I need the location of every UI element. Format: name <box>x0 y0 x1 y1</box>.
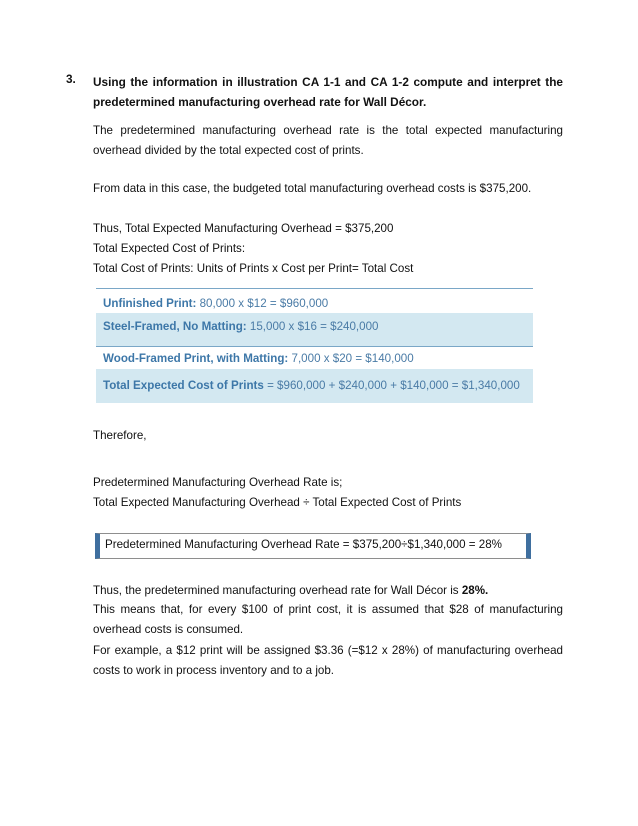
table-row <box>96 346 533 369</box>
conclusion-prefix: Thus, the predetermined manufacturing overhead rate for Wall Décor is <box>93 584 462 597</box>
rate-result-box <box>95 533 531 559</box>
question-number: 3. <box>66 72 76 86</box>
row-value: 15,000 x $16 = $240,000 <box>246 320 379 333</box>
definition-paragraph: The predetermined manufacturing overhead rate is the total expected manufacturing overhead divided by the total expected cost of prints. <box>93 124 563 157</box>
data-statement: From data in this case, the budgeted total manufacturing overhead costs is $375,200. <box>93 182 532 195</box>
thus-line-cost-heading: Total Expected Cost of Prints: <box>93 242 246 255</box>
row-label: Steel-Framed, No Matting: <box>103 320 247 333</box>
row-value: = $960,000 + $240,000 + $140,000 = $1,340,000 <box>263 379 520 392</box>
table-row <box>96 313 533 346</box>
question-text: Using the information in illustration CA 1-1 and CA 1-2 compute and interpret the predetermined manufacturing overhead rate for Wall Décor. <box>93 75 563 109</box>
row-value: 80,000 x $12 = $960,000 <box>196 297 329 310</box>
table-row <box>96 288 533 313</box>
row-value: 7,000 x $20 = $140,000 <box>288 352 414 365</box>
conclusion-rate: 28%. <box>461 584 489 597</box>
row-label: Total Expected Cost of Prints <box>103 379 264 392</box>
conclusion-text <box>93 583 488 599</box>
rate-is-text: Predetermined Manufacturing Overhead Rate is; <box>93 476 343 489</box>
therefore-text: Therefore, <box>93 429 147 442</box>
example-paragraph: For example, a $12 print will be assigned $3.36 (=$12 x 28%) of manufacturing overhead costs to work in process inventory and to a job. <box>93 644 563 677</box>
cost-of-prints-table <box>96 288 533 403</box>
thus-line-formula: Total Cost of Prints: Units of Prints x Cost per Print= Total Cost <box>93 262 414 275</box>
rate-result-text: Predetermined Manufacturing Overhead Rate = $375,200÷$1,340,000 = 28% <box>105 538 502 551</box>
table-row <box>96 369 533 403</box>
thus-line-overhead: Thus, Total Expected Manufacturing Overhead = $375,200 <box>93 222 394 235</box>
rate-formula-text: Total Expected Manufacturing Overhead ÷ Total Expected Cost of Prints <box>93 496 462 509</box>
row-label: Wood-Framed Print, with Matting: <box>103 352 289 365</box>
row-label: Unfinished Print: <box>103 297 197 310</box>
meaning-paragraph: This means that, for every $100 of print cost, it is assumed that $28 of manufacturing overhead costs is consumed. <box>93 603 563 636</box>
